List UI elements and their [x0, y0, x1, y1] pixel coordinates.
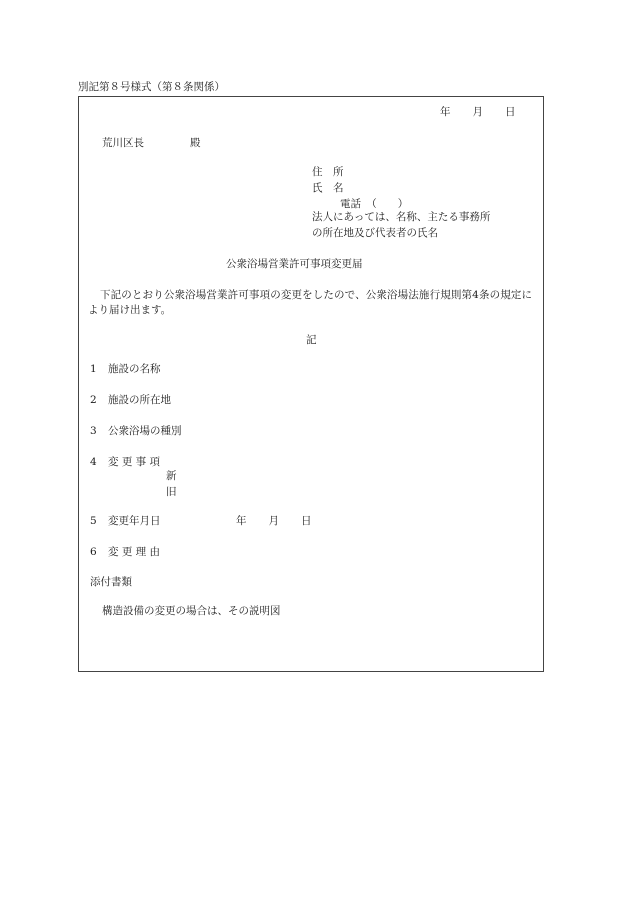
item-number: 1: [90, 363, 97, 375]
change-date-month: 月: [268, 515, 279, 527]
item-label: 変 更 理 由: [108, 546, 161, 558]
submission-date: [440, 106, 516, 119]
item-change-reason: [90, 546, 160, 559]
item-label: 公衆浴場の種別: [108, 425, 182, 437]
change-old-label: 旧: [166, 486, 177, 498]
item-facility-name: [90, 363, 161, 376]
item-changes: [90, 456, 160, 469]
item-facility-location: [90, 394, 171, 407]
item-change-date: [90, 515, 161, 528]
attachments-text: 構造設備の変更の場合は、その説明図: [102, 605, 281, 617]
document-title: 公衆浴場営業許可事項変更届: [226, 258, 363, 270]
date-year: 年: [440, 106, 451, 118]
item-label: 施設の所在地: [108, 394, 171, 406]
applicant-name-label: 氏 名: [312, 182, 344, 194]
body-paragraph: 下記のとおり公衆浴場営業許可事項の変更をしたので、公衆浴場法施行規則第4条の規定により届け出ます。: [88, 289, 532, 317]
item-number: 4: [90, 456, 97, 468]
addressee-honorific: 殿: [190, 137, 201, 149]
applicant-address-label: 住 所: [312, 166, 344, 178]
item-number: 3: [90, 425, 97, 437]
change-new-label: 新: [166, 470, 177, 482]
form-label: 別記第８号様式（第８条関係）: [78, 81, 225, 93]
change-date-fields: [236, 515, 312, 528]
item-number: 5: [90, 515, 97, 527]
change-date-year: 年: [236, 515, 247, 527]
item-label: 施設の名称: [108, 363, 161, 375]
applicant-phone-label: 電話 （ ）: [340, 198, 409, 210]
ki-heading: 記: [306, 334, 317, 346]
item-number: 6: [90, 546, 97, 558]
corporate-note-line2: の所在地及び代表者の氏名: [312, 227, 438, 239]
item-label: 変 更 事 項: [108, 456, 161, 468]
addressee: [102, 137, 201, 150]
date-month: 月: [472, 106, 483, 118]
item-bath-type: [90, 425, 182, 438]
item-number: 2: [90, 394, 97, 406]
attachments-heading: 添付書類: [90, 576, 132, 588]
date-day: 日: [505, 106, 516, 118]
form-frame: [78, 96, 544, 672]
corporate-note-line1: 法人にあっては、名称、主たる事務所: [312, 211, 491, 223]
item-label: 変更年月日: [108, 515, 161, 527]
addressee-name: 荒川区長: [102, 137, 144, 149]
change-date-day: 日: [301, 515, 312, 527]
